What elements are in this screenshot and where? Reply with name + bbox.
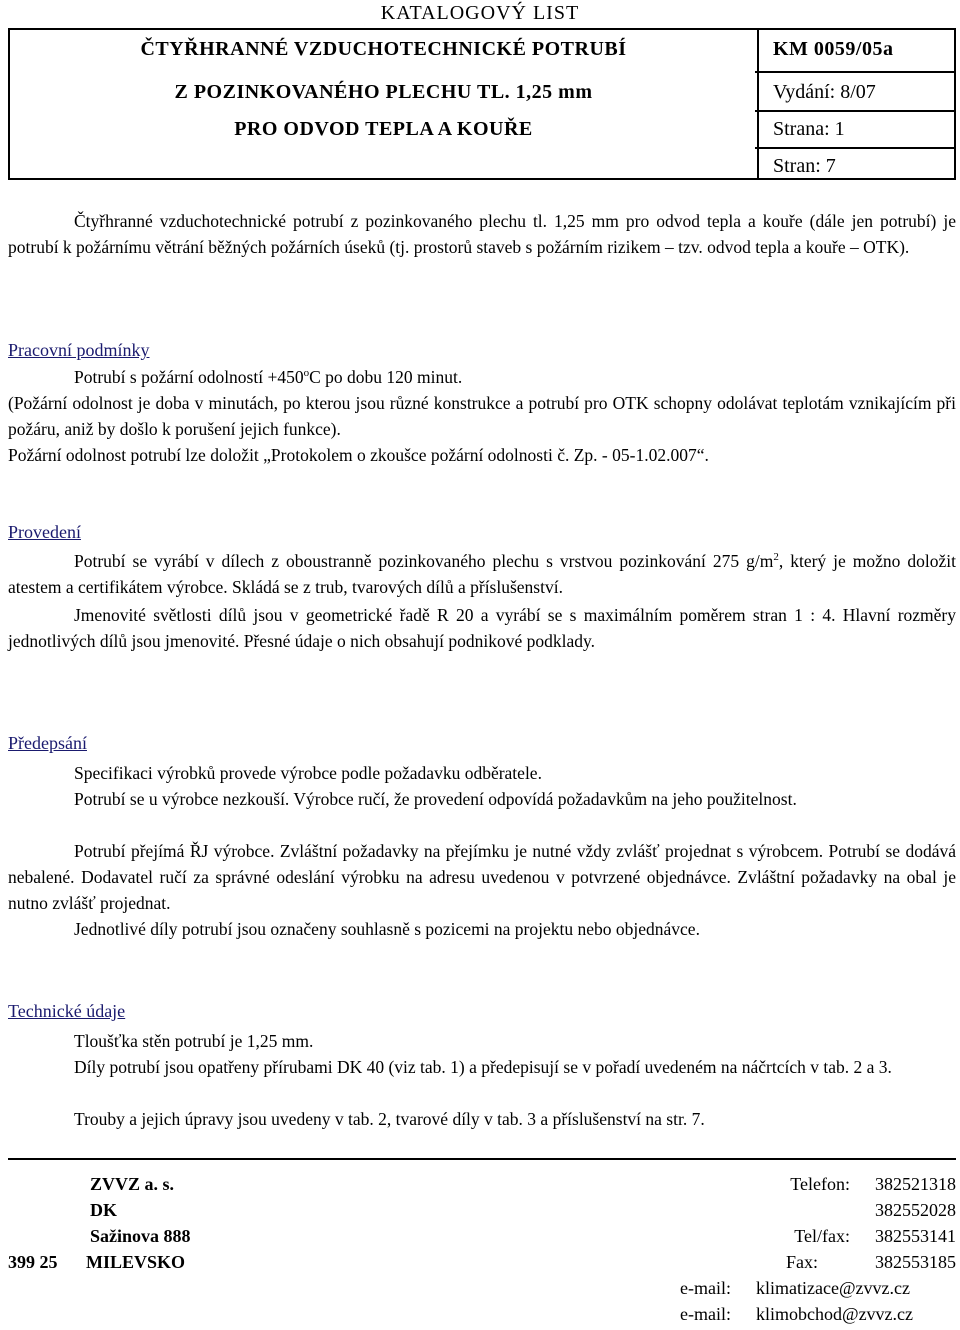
technical-paragraph-3: Trouby a jejich úpravy jsou uvedeny v tab. 2, tvarové díly v tab. 3 a příslušenství na str. 7. [74, 1109, 705, 1129]
company-city: MILEVSKO [86, 1252, 186, 1272]
technical-paragraph-1: Tloušťka stěn potrubí je 1,25 mm. [74, 1031, 314, 1051]
fax-label: Fax: [785, 1252, 818, 1272]
design-paragraph-2: Jmenovité světlosti dílů jsou v geometrické řadě R 20 a vyrábí se s maximálním poměrem stran 1 : 4. Hlavní rozměry jednotlivých dílů jsou jmenovité. Přesné údaje o nich obsahují podnikové podklady. [8, 605, 956, 651]
fax-number: 382553185 [875, 1252, 956, 1272]
page-number: Strana: 1 [773, 118, 845, 140]
specification-paragraph-4: Jednotlivé díly potrubí jsou označeny souhlasně s pozicemi na projektu nebo objednávce. [74, 919, 700, 939]
section-heading-working-conditions: Pracovní podmínky [8, 340, 150, 360]
email-label-2: e-mail: [680, 1304, 731, 1324]
header-box [8, 28, 956, 180]
fire-resistance-protocol: Požární odolnost potrubí lze doložit „Protokolem o zkoušce požární odolnosti č. Zp. - 05-1.02.007“. [8, 445, 709, 465]
specification-paragraph-3: Potrubí přejímá ŘJ výrobce. Zvláštní požadavky na přejímku je nutné vždy zvlášť projednat s výrobcem. Potrubí se dodává nebalené. Dodavatel ručí za správné odeslání výrobku na adresu uvedenou v potvrzené objednávce. Zvláštní požadavky na obal je nutno zvlášť projednat. [8, 841, 956, 913]
company-division: DK [90, 1200, 117, 1220]
specification-paragraph-2: Potrubí se u výrobce nezkouší. Výrobce ručí, že provedení odpovídá požadavkům na jeho použitelnost. [74, 789, 797, 809]
title-line-2: Z POZINKOVANÉHO PLECHU TL. 1,25 mm [174, 81, 593, 103]
telfax-label: Tel/fax: [794, 1226, 850, 1246]
header-rule [755, 110, 956, 112]
email-2[interactable]: klimobchod@zvvz.cz [756, 1304, 914, 1324]
phone-label: Telefon: [790, 1174, 850, 1194]
company-zip: 399 25 [8, 1252, 58, 1272]
telfax-number: 382553141 [875, 1226, 956, 1246]
phone-number-2: 382552028 [875, 1200, 956, 1220]
fire-resistance-line: Potrubí s požární odolností $+450^oC$ po dobu 120 minut. [74, 367, 463, 387]
document-type: KATALOGOVÝ LIST [380, 2, 580, 24]
title-line-3: PRO ODVOD TEPLA A KOUŘE [234, 118, 533, 140]
specification-paragraph-1: Specifikaci výrobků provede výrobce podle požadavku odběratele. [74, 763, 542, 783]
footer-rule [8, 1158, 956, 1160]
phone-number-1: 382521318 [875, 1174, 956, 1194]
company-street: Sažinova 888 [90, 1226, 191, 1246]
header-rule [755, 147, 956, 149]
section-heading-design: Provedení [8, 522, 81, 542]
section-heading-specification: Předepsání [8, 733, 87, 753]
intro-paragraph: Čtyřhranné vzduchotechnické potrubí z pozinkovaného plechu tl. 1,25 mm pro odvod tepla a kouře (dále jen potrubí) je potrubí k požárnímu větrání běžných požárních úseků (tj. prostorů staveb s požárním rizikem – tzv. odvod tepla a kouře – OTK). [8, 211, 956, 257]
design-paragraph-1: Potrubí se vyrábí v dílech z oboustranně pozinkovaného plechu s vrstvou pozinkování 275 $g/m^2$, který je možno doložit atestem a certifikátem výrobce. Skládá se z trub, tvarových dílů a příslušenství. [8, 551, 956, 597]
edition: Vydání: 8/07 [773, 81, 876, 103]
fire-resistance-definition: (Požární odolnost je doba v minutách, po kterou jsou různé konstrukce a potrubí pro OTK schopny odolávat teplotám vznikajícím při požáru, aniž by došlo k porušení jejich funkce). [8, 393, 956, 439]
document-code: KM 0059/05a [773, 38, 894, 60]
section-heading-technical-data: Technické údaje [8, 1001, 126, 1021]
company-name: ZVVZ a. s. [90, 1174, 175, 1194]
page-count: Stran: 7 [773, 155, 836, 177]
title-line-1: ČTYŘHRANNÉ VZDUCHOTECHNICKÉ POTRUBÍ [140, 38, 627, 60]
email-1[interactable]: klimatizace@zvvz.cz [756, 1278, 910, 1298]
technical-paragraph-2: Díly potrubí jsou opatřeny přírubami DK 40 (viz tab. 1) a předepisují se v pořadí uvedeném na náčrtcích v tab. 2 a 3. [74, 1057, 892, 1077]
header-rule [755, 71, 956, 73]
email-label-1: e-mail: [680, 1278, 731, 1298]
